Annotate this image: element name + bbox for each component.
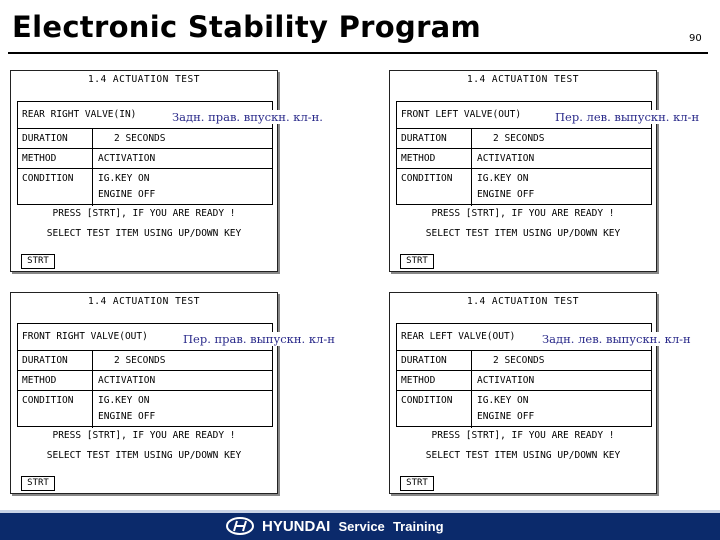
method-row: [18, 371, 272, 391]
russian-translation-label: Задн. лев. выпускн. кл-н: [542, 332, 691, 346]
russian-translation-label: Пер. лев. выпускн. кл-н: [555, 110, 700, 124]
page-number: 90: [689, 33, 702, 44]
valve-name: REAR RIGHT VALVE(IN): [22, 109, 137, 120]
strt-button[interactable]: STRT: [21, 254, 55, 269]
condition-value-1: IG.KEY ON: [477, 395, 529, 406]
russian-translation-label: Задн. прав. впускн. кл-н.: [172, 110, 323, 124]
duration-row: [397, 351, 651, 371]
actuation-test-panel-rear-left-out: [389, 292, 691, 494]
method-row: [18, 149, 272, 169]
strt-button[interactable]: STRT: [21, 476, 55, 491]
footer-bar: [0, 510, 720, 540]
duration-row: [397, 129, 651, 149]
condition-row: [18, 169, 272, 206]
service-word: Service: [338, 519, 385, 534]
hyundai-logo-icon: [226, 517, 254, 535]
method-label: METHOD: [401, 153, 436, 164]
press-instruction: PRESS [STRT], IF YOU ARE READY !: [52, 430, 236, 441]
method-label: METHOD: [22, 375, 57, 386]
condition-value-1: IG.KEY ON: [98, 173, 150, 184]
method-value: ACTIVATION: [477, 375, 535, 386]
method-value: ACTIVATION: [98, 375, 156, 386]
condition-label: CONDITION: [22, 395, 74, 406]
method-value: ACTIVATION: [477, 153, 535, 164]
duration-value: 2 SECONDS: [114, 133, 166, 144]
page-title: Electronic Stability Program: [12, 10, 482, 44]
panel-heading: 1.4 ACTUATION TEST: [467, 74, 579, 85]
duration-label: DURATION: [22, 133, 68, 144]
duration-label: DURATION: [401, 133, 447, 144]
press-instruction: PRESS [STRT], IF YOU ARE READY !: [52, 208, 236, 219]
russian-translation-label: Пер. прав. выпускн. кл-н: [183, 332, 335, 346]
panel-heading: 1.4 ACTUATION TEST: [88, 296, 200, 307]
actuation-test-panel-front-right-out: [10, 292, 335, 494]
duration-value: 2 SECONDS: [493, 355, 545, 366]
duration-row: [18, 351, 272, 371]
brand-name: HYUNDAI: [262, 518, 331, 535]
strt-button[interactable]: STRT: [400, 476, 434, 491]
method-value: ACTIVATION: [98, 153, 156, 164]
select-instruction: SELECT TEST ITEM USING UP/DOWN KEY: [46, 450, 242, 461]
column-divider: [92, 351, 93, 428]
duration-label: DURATION: [22, 355, 68, 366]
title-divider: [8, 52, 708, 54]
condition-label: CONDITION: [22, 173, 74, 184]
press-instruction: PRESS [STRT], IF YOU ARE READY !: [431, 208, 615, 219]
duration-row: [18, 129, 272, 149]
actuation-test-panel-front-left-out: [389, 70, 700, 272]
valve-name: FRONT LEFT VALVE(OUT): [401, 109, 522, 120]
condition-row: [397, 391, 651, 428]
condition-label: CONDITION: [401, 173, 453, 184]
condition-value-1: IG.KEY ON: [477, 173, 529, 184]
footer-brand-text: [262, 518, 444, 535]
duration-label: DURATION: [401, 355, 447, 366]
training-word: Training: [392, 519, 444, 534]
condition-value-2: ENGINE OFF: [98, 411, 156, 422]
condition-row: [18, 391, 272, 428]
column-divider: [92, 129, 93, 206]
select-instruction: SELECT TEST ITEM USING UP/DOWN KEY: [46, 228, 242, 239]
condition-row: [397, 169, 651, 206]
condition-label: CONDITION: [401, 395, 453, 406]
duration-value: 2 SECONDS: [493, 133, 545, 144]
method-label: METHOD: [22, 153, 57, 164]
valve-name: REAR LEFT VALVE(OUT): [401, 331, 516, 342]
select-instruction: SELECT TEST ITEM USING UP/DOWN KEY: [425, 450, 621, 461]
condition-value-2: ENGINE OFF: [477, 411, 535, 422]
column-divider: [471, 129, 472, 206]
panel-heading: 1.4 ACTUATION TEST: [467, 296, 579, 307]
strt-button[interactable]: STRT: [400, 254, 434, 269]
panel-heading: 1.4 ACTUATION TEST: [88, 74, 200, 85]
condition-value-2: ENGINE OFF: [98, 189, 156, 200]
method-label: METHOD: [401, 375, 436, 386]
column-divider: [471, 351, 472, 428]
valve-name: FRONT RIGHT VALVE(OUT): [22, 331, 148, 342]
method-row: [397, 371, 651, 391]
select-instruction: SELECT TEST ITEM USING UP/DOWN KEY: [425, 228, 621, 239]
condition-value-1: IG.KEY ON: [98, 395, 150, 406]
condition-value-2: ENGINE OFF: [477, 189, 535, 200]
duration-value: 2 SECONDS: [114, 355, 166, 366]
actuation-test-panel-rear-right-in: [10, 70, 323, 272]
press-instruction: PRESS [STRT], IF YOU ARE READY !: [431, 430, 615, 441]
method-row: [397, 149, 651, 169]
